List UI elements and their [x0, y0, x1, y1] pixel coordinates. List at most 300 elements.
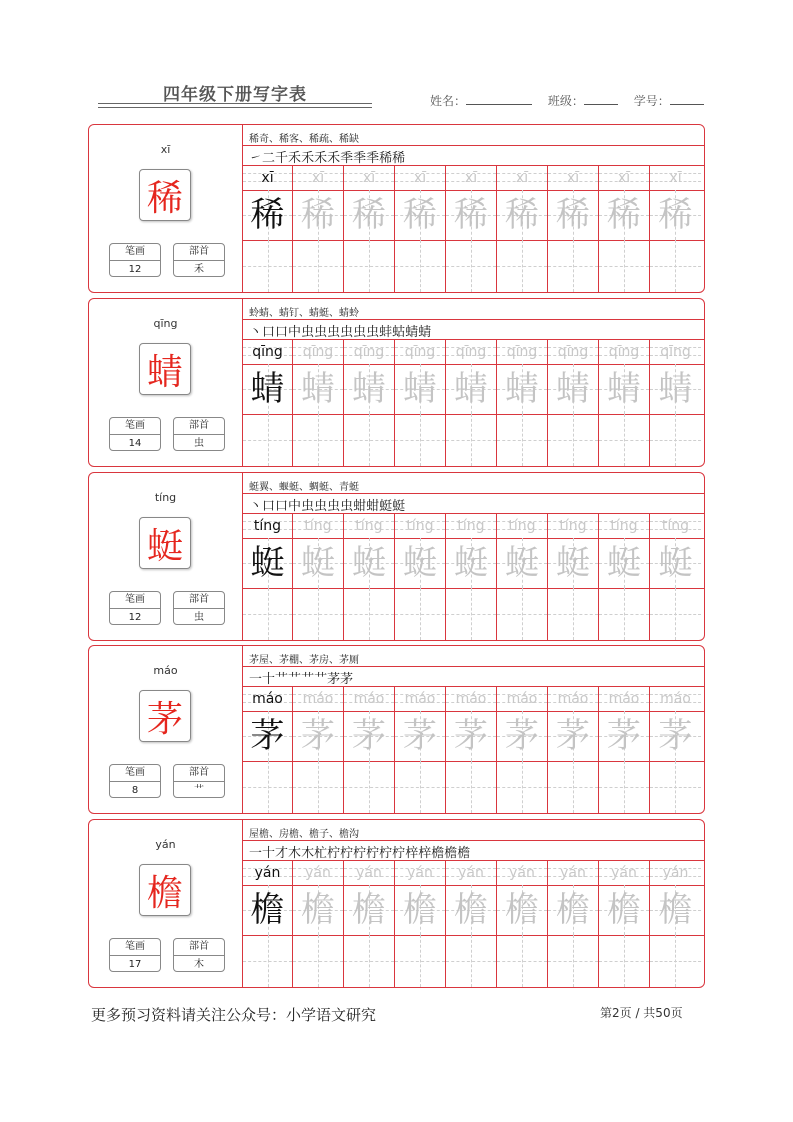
stroke-label: 笔画	[110, 939, 160, 956]
pinyin-trace: xī	[464, 170, 478, 186]
stroke-step: ㇀	[249, 151, 263, 166]
pinyin-practice-cell[interactable]	[293, 686, 344, 711]
example-words: 蜓翼、蝘蜓、蜩蜓、青蜓	[249, 482, 359, 493]
pinyin-practice-cell[interactable]	[344, 339, 395, 364]
stroke-step: 柠	[366, 846, 380, 861]
char-practice-cell[interactable]	[395, 190, 446, 240]
char-practice-cell[interactable]	[293, 190, 344, 240]
empty-practice-cell[interactable]	[293, 761, 344, 813]
radical-label: 部首	[174, 592, 224, 609]
empty-practice-cell[interactable]	[599, 588, 650, 640]
char-pinyin: tíng	[154, 491, 177, 504]
char-trace: 稀	[352, 195, 386, 235]
char-practice-cell[interactable]	[446, 190, 497, 240]
pinyin-practice-cell[interactable]	[599, 165, 650, 190]
pinyin-practice-cell[interactable]	[243, 513, 293, 538]
empty-practice-cell[interactable]	[497, 240, 548, 292]
stroke-order	[249, 668, 353, 687]
pinyin-practice-cell[interactable]	[650, 513, 701, 538]
empty-practice-cell[interactable]	[548, 761, 599, 813]
char-practice-cell[interactable]	[446, 364, 497, 414]
char-sample: 茅	[250, 716, 285, 756]
stroke-step: 茅	[327, 672, 341, 687]
pinyin-practice-cell[interactable]	[650, 339, 701, 364]
pinyin-practice-cell[interactable]	[395, 513, 446, 538]
empty-practice-cell[interactable]	[243, 761, 293, 813]
pinyin-practice-cell[interactable]	[548, 165, 599, 190]
empty-practice-cell[interactable]	[395, 414, 446, 466]
char-trace: 蜻	[658, 369, 693, 409]
stroke-step: 艹	[275, 672, 289, 687]
pinyin-trace: qīng	[302, 344, 334, 360]
radical-label: 部首	[174, 418, 224, 435]
char-trace: 稀	[658, 195, 693, 235]
char-practice-cell[interactable]	[446, 885, 497, 935]
guide-line	[318, 588, 319, 640]
stroke-step: 禾	[327, 151, 341, 166]
char-trace: 茅	[505, 716, 539, 756]
pinyin-practice-cell[interactable]	[446, 339, 497, 364]
divider	[243, 840, 704, 841]
stroke-step: 梓	[405, 846, 419, 861]
pinyin-trace: qīng	[557, 344, 589, 360]
radical-label: 部首	[174, 244, 224, 261]
pinyin-sample: xī	[261, 170, 274, 186]
guide-line	[675, 414, 676, 466]
radical-value: 虫	[194, 438, 204, 449]
empty-practice-cell[interactable]	[497, 935, 548, 987]
guide-line	[420, 240, 421, 292]
class-field[interactable]	[584, 93, 618, 105]
char-trace: 稀	[505, 195, 539, 235]
pinyin-practice-cell[interactable]	[599, 513, 650, 538]
empty-practice-cell[interactable]	[446, 414, 497, 466]
stroke-step: 秊	[340, 151, 354, 166]
guide-line	[318, 414, 319, 466]
stroke-step: 一	[249, 672, 263, 687]
empty-practice-cell[interactable]	[344, 240, 395, 292]
empty-practice-cell[interactable]	[395, 588, 446, 640]
empty-practice-cell[interactable]	[293, 414, 344, 466]
radical-box	[173, 243, 225, 277]
char-practice-cell[interactable]	[293, 711, 344, 761]
empty-practice-cell[interactable]	[344, 588, 395, 640]
pinyin-practice-cell[interactable]	[344, 686, 395, 711]
radical-box	[173, 417, 225, 451]
pinyin-practice-cell[interactable]	[497, 513, 548, 538]
guide-line	[268, 588, 269, 640]
char-practice-cell[interactable]	[650, 538, 701, 588]
char-practice-cell[interactable]	[243, 190, 293, 240]
pinyin-practice-cell[interactable]	[548, 513, 599, 538]
stroke-step: 丶	[249, 499, 263, 514]
pinyin-practice-cell[interactable]	[650, 165, 701, 190]
char-trace: 蜻	[454, 369, 488, 409]
pinyin-practice-cell[interactable]	[497, 339, 548, 364]
char-trace: 茅	[403, 716, 437, 756]
empty-practice-cell[interactable]	[344, 935, 395, 987]
practice-grid	[243, 339, 704, 466]
pinyin-trace: yán	[458, 865, 484, 881]
char-practice-cell[interactable]	[548, 190, 599, 240]
char-practice-cell[interactable]	[548, 364, 599, 414]
stroke-step: 檐	[444, 846, 458, 861]
stroke-step: 蛄	[392, 325, 406, 340]
stroke-step: 二	[262, 151, 276, 166]
guide-line	[624, 240, 625, 292]
name-field[interactable]	[466, 93, 532, 105]
stroke-count: 14	[128, 438, 142, 449]
stroke-count-box	[109, 764, 161, 798]
guide-line	[369, 240, 370, 292]
char-trace: 蜓	[556, 543, 590, 583]
empty-practice-cell[interactable]	[243, 588, 293, 640]
char-practice-cell[interactable]	[548, 885, 599, 935]
char-trace: 蜻	[505, 369, 539, 409]
char-practice-cell[interactable]	[243, 538, 293, 588]
guide-line	[522, 588, 523, 640]
pinyin-practice-cell[interactable]	[599, 339, 650, 364]
pinyin-trace: yán	[509, 865, 535, 881]
char-practice-cell[interactable]	[243, 711, 293, 761]
pinyin-trace: máo	[455, 691, 487, 707]
stroke-step: 虫	[301, 325, 315, 340]
pinyin-practice-cell[interactable]	[344, 165, 395, 190]
empty-practice-cell[interactable]	[497, 588, 548, 640]
char-practice-cell[interactable]	[497, 711, 548, 761]
char-practice-cell[interactable]	[243, 364, 293, 414]
radical-box	[173, 764, 225, 798]
empty-practice-cell[interactable]	[446, 935, 497, 987]
pinyin-practice-cell[interactable]	[446, 686, 497, 711]
empty-practice-cell[interactable]	[243, 240, 293, 292]
char-practice-cell[interactable]	[395, 538, 446, 588]
char-practice-cell[interactable]	[599, 190, 650, 240]
stroke-step: 柠	[379, 846, 393, 861]
char-practice-cell[interactable]	[599, 364, 650, 414]
char-practice-cell[interactable]	[293, 885, 344, 935]
char-practice-cell[interactable]	[650, 711, 701, 761]
pinyin-practice-cell[interactable]	[446, 513, 497, 538]
pinyin-trace: máo	[506, 691, 538, 707]
char-trace: 蜻	[607, 369, 641, 409]
character-card	[88, 124, 705, 293]
char-practice-cell[interactable]	[395, 711, 446, 761]
pinyin-trace: tíng	[661, 518, 690, 534]
id-label: 学号：	[633, 94, 670, 108]
guide-line	[522, 761, 523, 813]
pinyin-trace: qīng	[506, 344, 538, 360]
char-practice-cell[interactable]	[344, 190, 395, 240]
char-practice-cell[interactable]	[344, 538, 395, 588]
pinyin-practice-cell[interactable]	[548, 860, 599, 885]
pinyin-practice-cell[interactable]	[293, 165, 344, 190]
empty-practice-cell[interactable]	[344, 414, 395, 466]
pinyin-practice-cell[interactable]	[395, 860, 446, 885]
pinyin-practice-cell[interactable]	[395, 686, 446, 711]
stroke-count-box	[109, 938, 161, 972]
pinyin-practice-cell[interactable]	[243, 860, 293, 885]
stroke-order	[249, 495, 405, 514]
pinyin-practice-cell[interactable]	[446, 860, 497, 885]
guide-line	[369, 935, 370, 987]
pinyin-practice-cell[interactable]	[243, 165, 293, 190]
char-trace: 蜻	[352, 369, 386, 409]
stroke-step: 檐	[431, 846, 445, 861]
stroke-label: 笔画	[110, 592, 160, 609]
pinyin-trace: yán	[560, 865, 586, 881]
stroke-step: 虫	[301, 499, 315, 514]
id-field[interactable]	[670, 93, 704, 105]
guide-line	[471, 935, 472, 987]
stroke-step: 柠	[327, 846, 341, 861]
char-practice-cell[interactable]	[548, 711, 599, 761]
char-practice-cell[interactable]	[497, 885, 548, 935]
character-card	[88, 819, 705, 988]
pinyin-trace: yán	[356, 865, 382, 881]
guide-line	[369, 588, 370, 640]
pinyin-sample: máo	[252, 691, 283, 707]
pinyin-practice-cell[interactable]	[548, 339, 599, 364]
stroke-step: 千	[275, 151, 289, 166]
char-trace: 蜓	[607, 543, 641, 583]
char-trace: 蜻	[556, 369, 590, 409]
char-trace: 蜓	[403, 543, 437, 583]
char-practice-cell[interactable]	[293, 364, 344, 414]
char-practice-cell[interactable]	[497, 364, 548, 414]
char-practice-cell[interactable]	[599, 885, 650, 935]
empty-practice-cell[interactable]	[243, 414, 293, 466]
stroke-step: 中	[288, 325, 302, 340]
stroke-step: 柠	[353, 846, 367, 861]
pinyin-trace: máo	[660, 691, 691, 707]
pinyin-trace: xī	[311, 170, 325, 186]
pinyin-trace: xī	[515, 170, 529, 186]
pinyin-practice-cell[interactable]	[650, 686, 701, 711]
pinyin-practice-cell[interactable]	[243, 686, 293, 711]
char-info-panel	[89, 473, 243, 640]
pinyin-practice-cell[interactable]	[293, 339, 344, 364]
pinyin-practice-cell[interactable]	[497, 165, 548, 190]
char-trace: 稀	[607, 195, 641, 235]
pinyin-trace: xī	[617, 170, 631, 186]
empty-practice-cell[interactable]	[395, 240, 446, 292]
class-label: 班级：	[547, 94, 584, 108]
guide-line	[268, 414, 269, 466]
empty-practice-cell[interactable]	[548, 414, 599, 466]
empty-practice-cell[interactable]	[497, 414, 548, 466]
stroke-count-box	[109, 417, 161, 451]
pinyin-practice-cell[interactable]	[548, 686, 599, 711]
guide-line	[369, 761, 370, 813]
char-trace: 蜓	[454, 543, 488, 583]
pinyin-trace: máo	[353, 691, 385, 707]
empty-practice-cell[interactable]	[599, 761, 650, 813]
char-practice-cell[interactable]	[344, 364, 395, 414]
pinyin-trace: qīng	[455, 344, 487, 360]
empty-practice-cell[interactable]	[446, 588, 497, 640]
empty-practice-cell[interactable]	[446, 240, 497, 292]
pinyin-sample: yán	[254, 865, 281, 881]
char-display: 蜓	[139, 517, 191, 569]
stroke-step: 虫	[340, 499, 354, 514]
empty-practice-cell[interactable]	[650, 761, 701, 813]
practice-grid	[243, 165, 704, 292]
char-practice-cell[interactable]	[395, 364, 446, 414]
pinyin-practice-cell[interactable]	[293, 513, 344, 538]
stroke-order	[249, 321, 431, 340]
guide-line	[471, 240, 472, 292]
empty-practice-cell[interactable]	[446, 761, 497, 813]
pinyin-trace: máo	[608, 691, 640, 707]
empty-practice-cell[interactable]	[293, 588, 344, 640]
stroke-step: 柠	[340, 846, 354, 861]
char-practice-cell[interactable]	[548, 538, 599, 588]
radical-label: 部首	[174, 765, 224, 782]
pinyin-practice-cell[interactable]	[344, 860, 395, 885]
guide-line	[573, 588, 574, 640]
pinyin-practice-cell[interactable]	[599, 686, 650, 711]
character-card	[88, 298, 705, 467]
radical-value: 艹	[194, 785, 204, 796]
pinyin-trace: xī	[362, 170, 376, 186]
pinyin-trace: qīng	[404, 344, 436, 360]
char-trace: 茅	[352, 716, 386, 756]
stroke-step: 茅	[340, 672, 354, 687]
empty-practice-cell[interactable]	[599, 414, 650, 466]
guide-line	[471, 414, 472, 466]
empty-practice-cell[interactable]	[395, 761, 446, 813]
pinyin-trace: xī	[566, 170, 580, 186]
stroke-step: 稀	[379, 151, 393, 166]
empty-practice-cell[interactable]	[650, 240, 701, 292]
empty-practice-cell[interactable]	[497, 761, 548, 813]
pinyin-trace: tíng	[406, 518, 434, 534]
empty-practice-cell[interactable]	[650, 588, 701, 640]
pinyin-practice-cell[interactable]	[497, 860, 548, 885]
divider	[243, 493, 704, 494]
pinyin-practice-cell[interactable]	[395, 165, 446, 190]
char-trace: 稀	[403, 195, 437, 235]
char-trace: 檐	[454, 890, 488, 930]
char-trace: 檐	[301, 890, 335, 930]
empty-practice-cell[interactable]	[548, 935, 599, 987]
char-practice-cell[interactable]	[599, 538, 650, 588]
char-practice-cell[interactable]	[599, 711, 650, 761]
name-label: 姓名：	[430, 94, 467, 108]
char-practice-cell[interactable]	[497, 538, 548, 588]
char-info-panel	[89, 820, 243, 987]
guide-line	[675, 240, 676, 292]
stroke-step: 丶	[249, 325, 263, 340]
stroke-step: 口	[262, 499, 276, 514]
stroke-step: 禾	[288, 151, 302, 166]
char-practice-cell[interactable]	[344, 885, 395, 935]
empty-practice-cell[interactable]	[650, 935, 701, 987]
char-practice-cell[interactable]	[650, 885, 701, 935]
char-pinyin: xī	[160, 143, 171, 156]
char-practice-cell[interactable]	[395, 885, 446, 935]
empty-practice-cell[interactable]	[243, 935, 293, 987]
page-title-wrap	[98, 80, 372, 105]
page-title: 四年级下册写字表	[163, 85, 307, 105]
stroke-step: 口	[262, 325, 276, 340]
pinyin-practice-cell[interactable]	[446, 165, 497, 190]
pinyin-trace: yán	[407, 865, 433, 881]
pinyin-practice-cell[interactable]	[650, 860, 701, 885]
guide-line	[522, 414, 523, 466]
pinyin-sample: tíng	[253, 518, 282, 534]
char-practice-cell[interactable]	[344, 711, 395, 761]
char-practice-cell[interactable]	[650, 190, 701, 240]
divider	[243, 666, 704, 667]
stroke-step: 十	[262, 672, 276, 687]
char-pinyin: yán	[155, 838, 176, 851]
stroke-step: 虫	[366, 325, 380, 340]
empty-practice-cell[interactable]	[293, 935, 344, 987]
stroke-step: 禾	[301, 151, 315, 166]
char-practice-cell[interactable]	[293, 538, 344, 588]
char-practice-cell[interactable]	[446, 711, 497, 761]
example-words: 屋檐、房檐、檐子、檐沟	[249, 829, 359, 840]
char-trace: 茅	[454, 716, 488, 756]
char-display: 蜻	[139, 343, 191, 395]
empty-practice-cell[interactable]	[548, 240, 599, 292]
guide-line	[522, 935, 523, 987]
empty-practice-cell[interactable]	[395, 935, 446, 987]
char-practice-cell[interactable]	[497, 190, 548, 240]
empty-practice-cell[interactable]	[293, 240, 344, 292]
guide-line	[471, 588, 472, 640]
char-practice-cell[interactable]	[650, 364, 701, 414]
char-trace: 蜻	[403, 369, 437, 409]
pinyin-practice-cell[interactable]	[395, 339, 446, 364]
guide-line	[573, 240, 574, 292]
stroke-step: 杧	[314, 846, 328, 861]
char-trace: 稀	[301, 195, 335, 235]
stroke-count: 17	[128, 959, 142, 970]
pinyin-practice-cell[interactable]	[344, 513, 395, 538]
empty-practice-cell[interactable]	[650, 414, 701, 466]
pinyin-practice-cell[interactable]	[293, 860, 344, 885]
stroke-step: 梓	[418, 846, 432, 861]
char-trace: 檐	[505, 890, 539, 930]
title-underline	[98, 103, 372, 108]
pinyin-practice-cell[interactable]	[599, 860, 650, 885]
empty-practice-cell[interactable]	[599, 935, 650, 987]
char-trace: 茅	[658, 716, 693, 756]
guide-line	[318, 761, 319, 813]
empty-practice-cell[interactable]	[599, 240, 650, 292]
empty-practice-cell[interactable]	[548, 588, 599, 640]
char-trace: 蜻	[301, 369, 335, 409]
stroke-step: 虫	[353, 325, 367, 340]
char-info-panel	[89, 125, 243, 292]
char-trace: 檐	[607, 890, 641, 930]
empty-practice-cell[interactable]	[344, 761, 395, 813]
pinyin-practice-cell[interactable]	[243, 339, 293, 364]
char-sample: 蜓	[250, 543, 285, 583]
divider	[243, 319, 704, 320]
pinyin-practice-cell[interactable]	[497, 686, 548, 711]
char-practice-cell[interactable]	[243, 885, 293, 935]
char-practice-cell[interactable]	[446, 538, 497, 588]
guide-line	[471, 761, 472, 813]
stroke-step: 才	[275, 846, 289, 861]
guide-line	[420, 761, 421, 813]
stroke-step: 一	[249, 846, 263, 861]
stroke-step: 蜻	[418, 325, 432, 340]
